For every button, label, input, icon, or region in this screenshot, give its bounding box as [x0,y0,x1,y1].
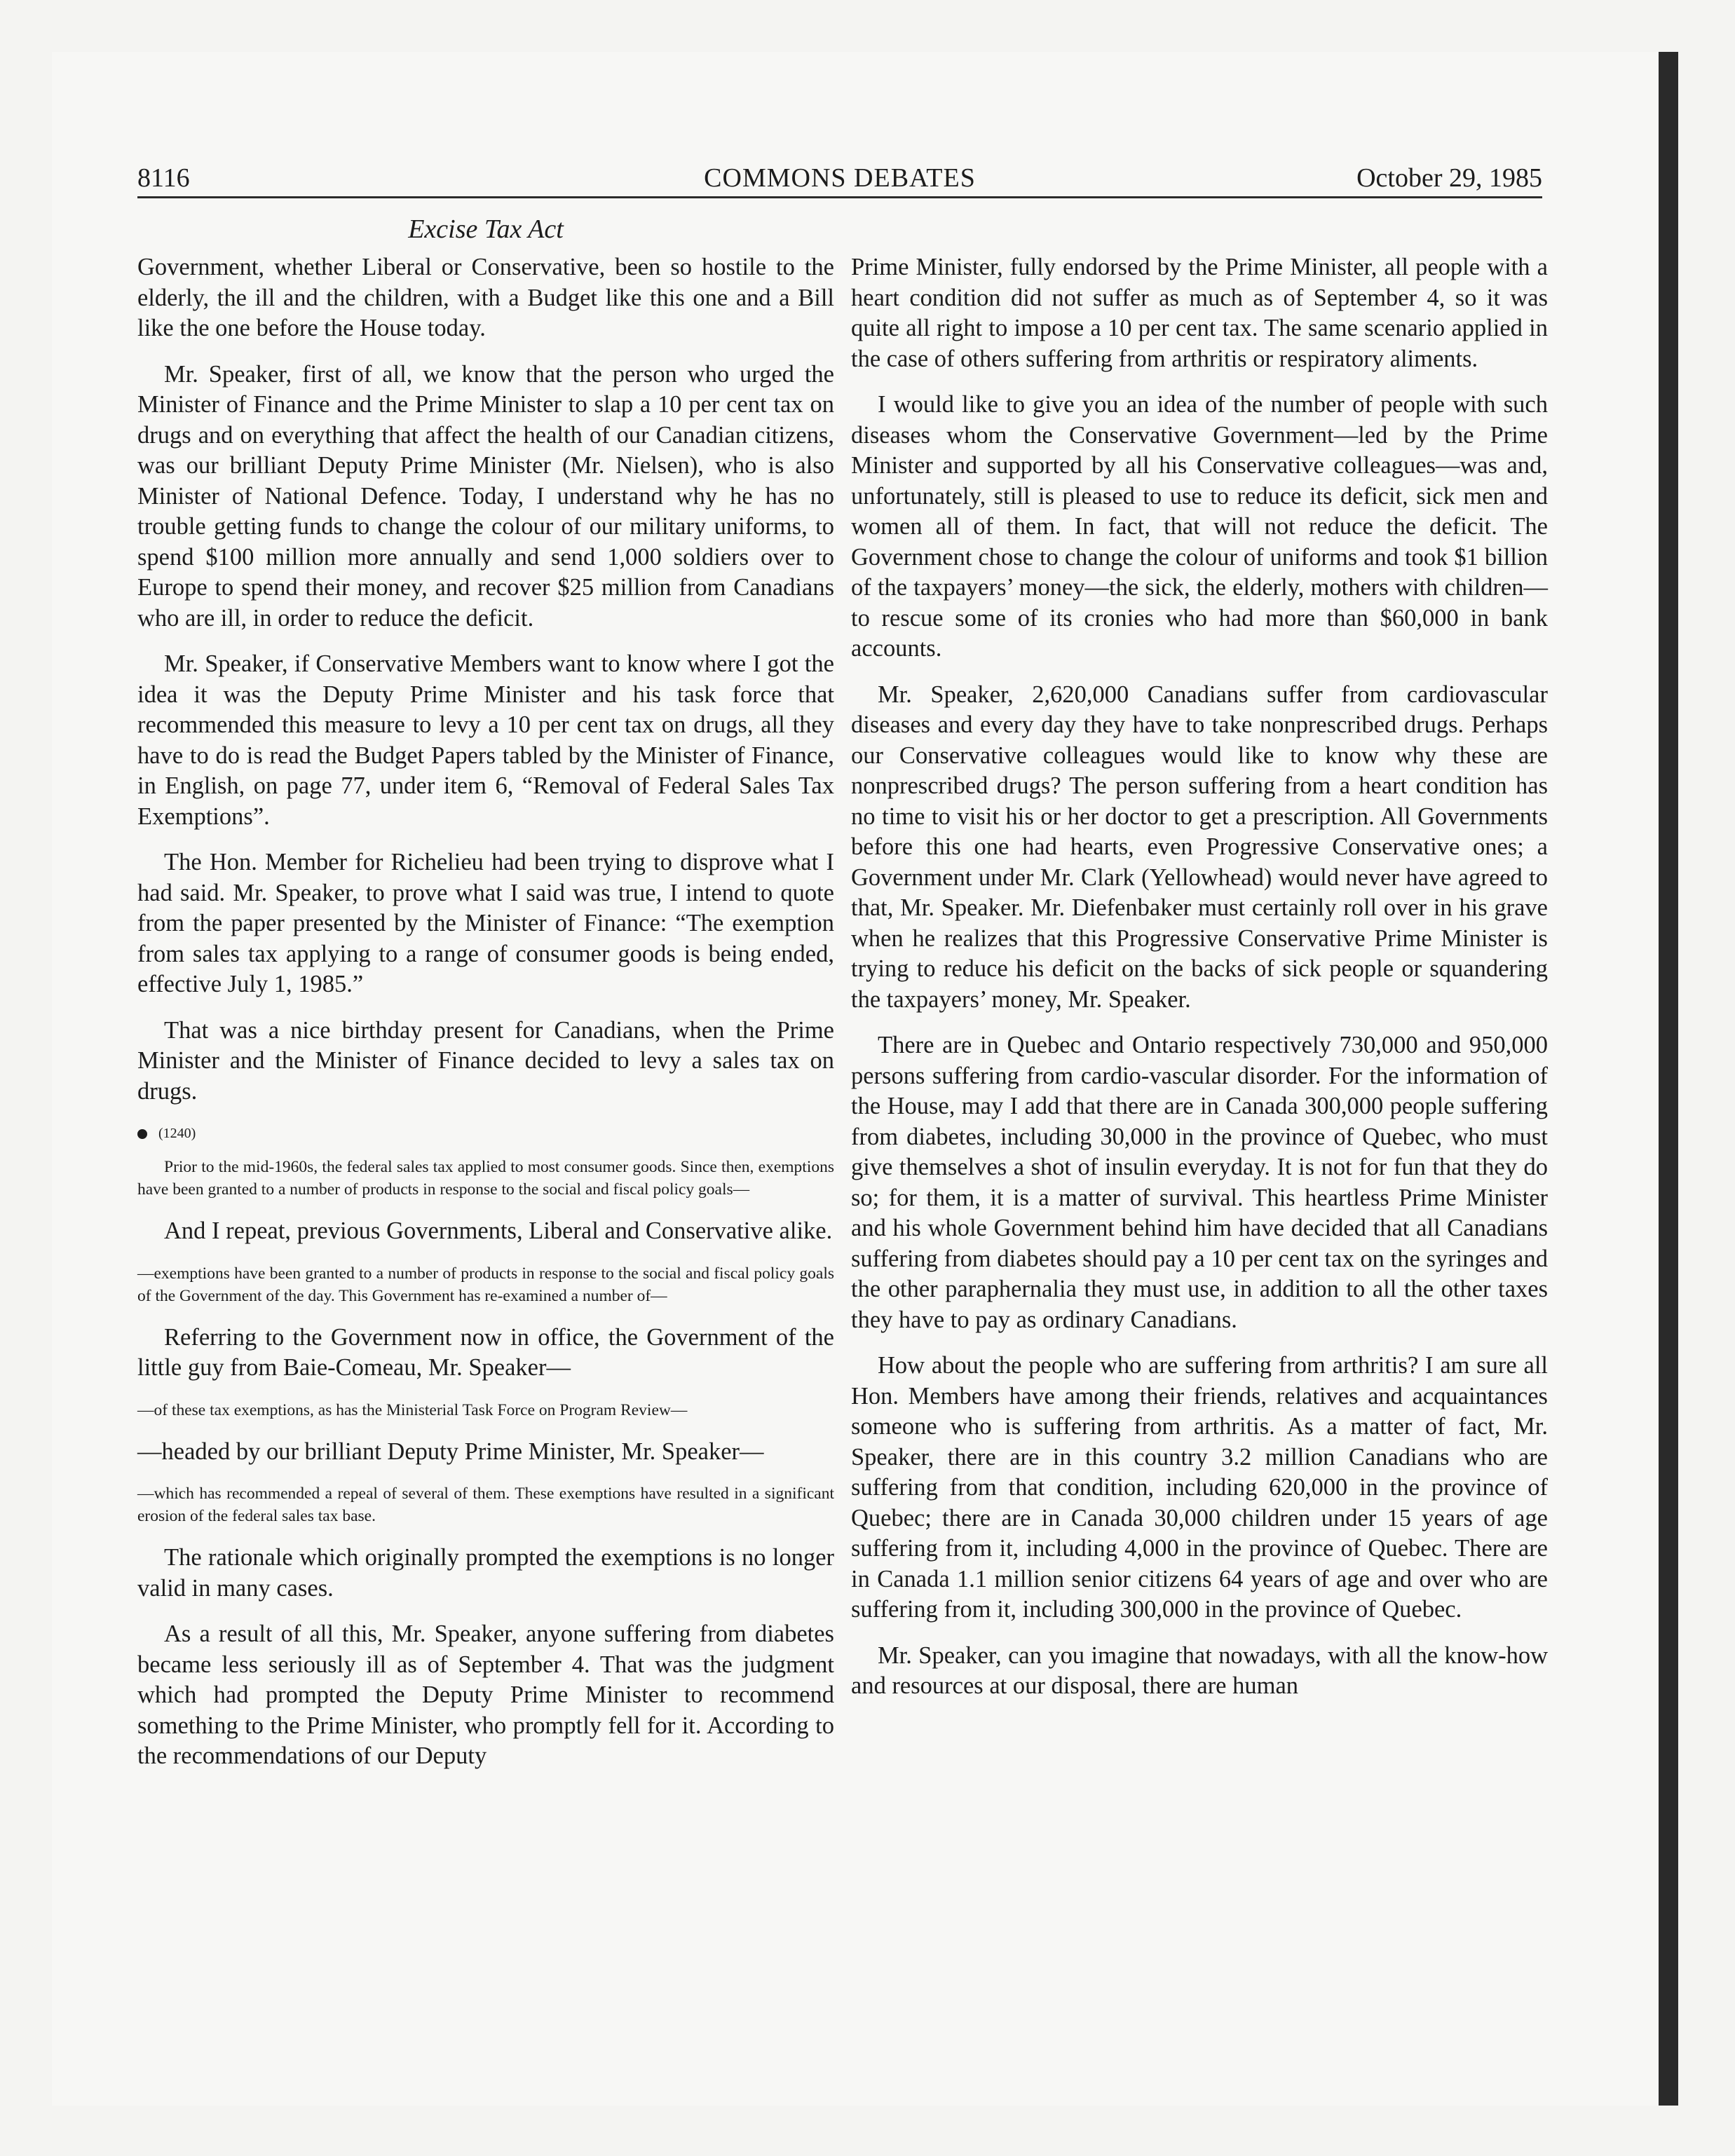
paragraph: The rationale which originally prompted the exemptions is no longer valid in many cases. [137,1544,834,1602]
section-subheading: Excise Tax Act [408,214,564,244]
paragraph: As a result of all this, Mr. Speaker, anyone suffering from diabetes became less seriously ill as of September 4. That was the judgment which had prompted the Deputy Prime Minister to recommend something to the Prime Minister, who promptly fell for it. According to the recommendations of our Deputy [137,1621,834,1769]
bullet-dot-icon [137,1129,147,1139]
right-column [851,252,1548,1717]
paragraph: That was a nice birthday present for Canadians, when the Prime Minister and the Minister of Finance decided to levy a sales tax on drugs. [137,1016,834,1105]
publication-date: October 29, 1985 [1356,163,1542,193]
time-marker-text: (1240) [158,1126,196,1141]
paragraph: Mr. Speaker, first of all, we know that the person who urged the Minister of Finance and the Prime Minister to slap a 10 per cent tax on drugs and on everything that affect the health of our Canadian citizens, was our brilliant Deputy Prime Minister (Mr. Nielsen), who is also Minister of National Defence. Today, I understand why he has no trouble getting funds to change the colour of our military uniforms, to spend $100 million more annually and send 1,000 soldiers over to Europe to spend their money, and recover $25 million from Canadians who are ill, in order to reduce the deficit. [137,360,834,632]
quotation: —of these tax exemptions, as has the Ministerial Task Force on Program Review— [137,1400,688,1419]
page-header [137,163,1542,199]
left-column [137,252,834,1787]
time-marker [137,1122,834,1145]
header-rule [137,196,1542,198]
paragraph: Mr. Speaker, can you imagine that nowadays, with all the know-how and resources at our disposal, there are human [851,1642,1548,1699]
paragraph: There are in Quebec and Ontario respectively 730,000 and 950,000 persons suffering from cardio-vascular disorder. For the information of the House, may I add that there are in Canada 300,000 people suffering from diabetes, including 30,000 in the province of Quebec, who must give themselves a shot of insulin everyday. It is not for fun that they do so; for them, it is a matter of survival. This heartless Prime Minister and his whole Government behind him have decided that all Canadians suffering from diabetes should pay a 10 per cent tax on the syringes and the other paraphernalia they must use, in addition to all the other taxes they have to pay as ordinary Canadians. [851,1032,1548,1333]
page-number: 8116 [137,163,190,193]
quotation: Prior to the mid-1960s, the federal sales tax applied to most consumer goods. Since then, exemptions have been granted to a number of products in response to the social and fiscal policy goals— [137,1158,834,1199]
paragraph: Prime Minister, fully endorsed by the Prime Minister, all people with a heart condition did not suffer as much as of September 4, so it was quite all right to impose a 10 per cent tax. The same scenario applied in the case of others suffering from arthritis or respiratory aliments. [851,254,1548,372]
quotation: —which has recommended a repeal of several of them. These exemptions have resulted in a significant erosion of the federal sales tax base. [137,1485,834,1525]
paragraph: —headed by our brilliant Deputy Prime Minister, Mr. Speaker— [137,1438,764,1465]
paragraph: Mr. Speaker, if Conservative Members want to know where I got the idea it was the Deputy Prime Minister and his task force that recommended this measure to levy a 10 per cent tax on drugs, all they have to do is read the Budget Papers tabled by the Minister of Finance, in English, on page 77, under item 6, “Removal of Federal Sales Tax Exemptions”. [137,650,834,830]
paragraph: Referring to the Government now in office, the Government of the little guy from Baie-Comeau, Mr. Speaker— [137,1323,834,1381]
paragraph: How about the people who are suffering from arthritis? I am sure all Hon. Members have among their friends, relatives and acquaintances someone who is suffering from arthritis. As a matter of fact, Mr. Speaker, there are in this country 3.2 million Canadians who are suffering from that condition, including 620,000 in the province of Quebec; there are in Canada 30,000 children under 15 years of age suffering from it, including 4,000 in the province of Quebec. There are in Canada 1.1 million senior citizens 64 years of age and over who are suffering from it, including 300,000 in the province of Quebec. [851,1352,1548,1623]
paragraph: Mr. Speaker, 2,620,000 Canadians suffer from cardiovascular diseases and every day they have to take nonprescribed drugs. Perhaps our Conservative colleagues would like to know why these are nonprescribed drugs? The person suffering from a heart condition has no time to visit his or her doctor to get a prescription. All Governments before this one had hearts, even Progressive Conservative ones; a Government under Mr. Clark (Yellowhead) would never have agreed to that, Mr. Speaker. Mr. Diefenbaker must certainly roll over in his grave when he realizes that this Progressive Conservative Prime Minister is trying to reduce his deficit on the backs of sick people or squandering the taxpayers’ money, Mr. Speaker. [851,681,1548,1013]
paragraph: I would like to give you an idea of the number of people with such diseases whom the Conservative Government—led by the Prime Minister and supported by all his Conservative colleagues—was and, unfortunately, still is pleased to use to reduce its deficit, sick men and women all of them. In fact, that will not reduce the deficit. The Government chose to change the colour of uniforms and took $1 billion of the taxpayers’ money—the sick, the elderly, mothers with children—to rescue some of its cronies who had more than $60,000 in bank accounts. [851,391,1548,662]
quotation: —exemptions have been granted to a number of products in response to the social and fiscal policy goals of the Government of the day. This Government has re-examined a number of— [137,1264,834,1305]
publication-title: COMMONS DEBATES [704,163,976,193]
paragraph: The Hon. Member for Richelieu had been trying to disprove what I had said. Mr. Speaker, to prove what I said was true, I intend to quote from the paper presented by the Minister of Finance: “The exemption from sales tax applying to a range of consumer goods is being ended, effective July 1, 1985.” [137,849,834,997]
paragraph: Government, whether Liberal or Conservative, been so hostile to the elderly, the ill and the children, with a Budget like this one and a Bill like the one before the House today. [137,254,834,341]
scan-edge [1659,52,1678,2106]
paragraph: And I repeat, previous Governments, Liberal and Conservative alike. [164,1217,833,1244]
